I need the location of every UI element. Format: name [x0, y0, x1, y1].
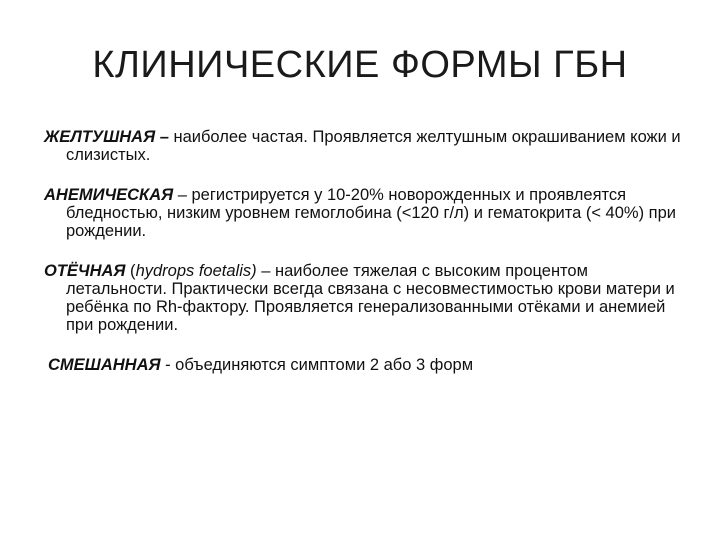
form-term: ЖЕЛТУШНАЯ	[44, 128, 156, 146]
form-dash: –	[173, 186, 192, 204]
form-item-anemic	[44, 186, 684, 240]
form-term: ОТЁЧНАЯ	[44, 262, 126, 280]
form-item-jaundice	[44, 128, 684, 164]
form-item-edematous	[44, 262, 684, 334]
form-description: – наиболее тяжелая с высоким процентом летальности. Практически всегда связана с несовместимостью крови матери и ребёнка по Rh-фактору. Проявляется генерализованными отёками и анемией при рождении.	[66, 262, 675, 334]
form-term: АНЕМИЧЕСКАЯ	[44, 186, 174, 204]
form-paren: (	[125, 262, 136, 280]
form-dash: –	[155, 128, 174, 146]
form-term: СМЕШАННАЯ	[48, 356, 161, 374]
form-latin-name: hydrops foetalis)	[135, 262, 257, 280]
form-description: - объединяются симптоми 2 або 3 форм	[160, 356, 474, 374]
slide-content	[44, 128, 684, 396]
form-item-mixed	[48, 356, 684, 374]
form-description: наиболее частая. Проявляется желтушным окрашиванием кожи и слизистых.	[66, 128, 681, 164]
form-description: регистрируется у 10-20% новорожденных и проявлеятся бледностью, низким уровнем гемоглобина (<120 г/л) и гематокрита (< 40%) при рождении.	[66, 186, 676, 240]
slide-title: КЛИНИЧЕСКИЕ ФОРМЫ ГБН	[92, 44, 628, 86]
